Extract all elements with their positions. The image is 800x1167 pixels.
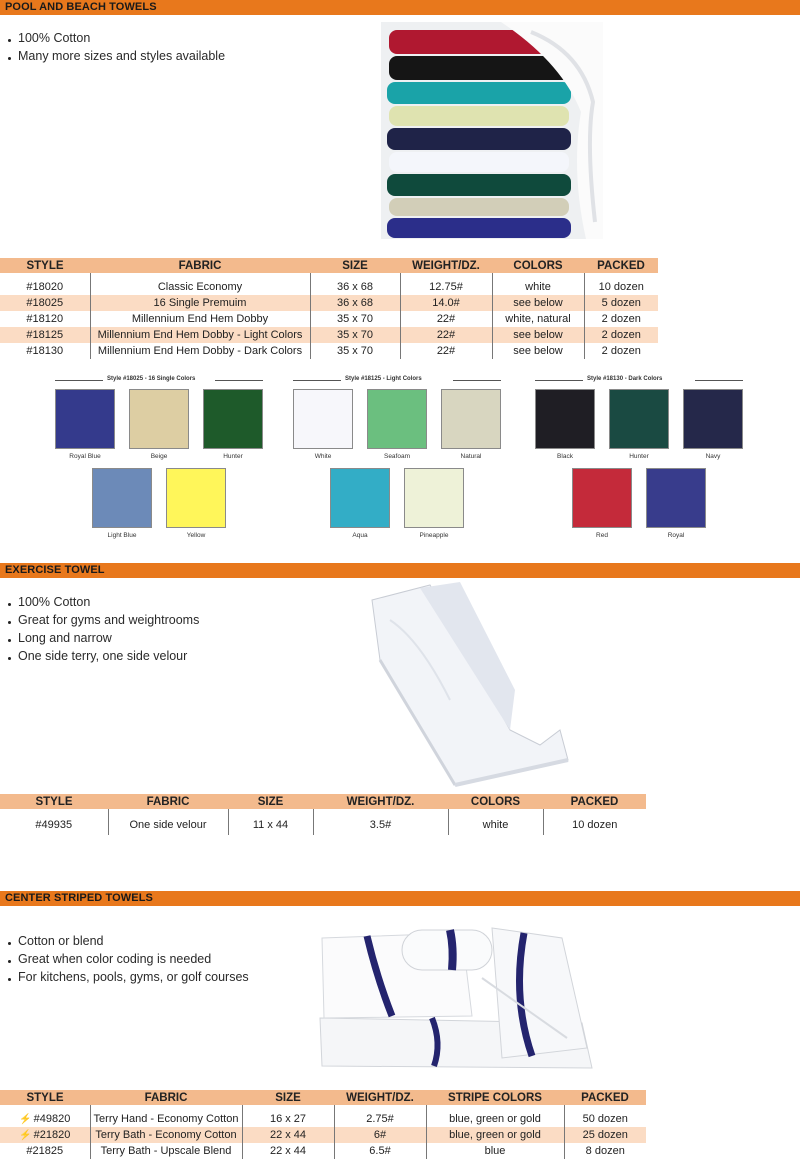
- swatch-label: Royal: [667, 532, 685, 539]
- color-swatch: [404, 468, 464, 528]
- style-number: #49820: [33, 1113, 71, 1125]
- table-cell: 2 dozen: [584, 311, 658, 327]
- color-swatch: [646, 468, 706, 528]
- swatch-label: Navy: [705, 453, 721, 460]
- style-number: #21820: [33, 1129, 71, 1141]
- table-cell: Millennium End Hem Dobby - Dark Colors: [90, 343, 310, 359]
- feature-item: For kitchens, pools, gyms, or golf courses: [8, 968, 249, 986]
- swatch-label: Black: [557, 453, 573, 460]
- column-header: STRIPE COLORS: [426, 1090, 564, 1105]
- feature-item: Great when color coding is needed: [8, 950, 249, 968]
- lightning-bolt-icon: ⚡: [19, 1114, 32, 1125]
- table-cell: 16 x 27: [242, 1111, 334, 1127]
- divider-line: [55, 380, 103, 381]
- divider-line: [535, 380, 583, 381]
- color-swatch: [293, 389, 353, 449]
- table-cell: 16 Single Premuim: [90, 295, 310, 311]
- feature-item: 100% Cotton: [8, 29, 225, 47]
- feature-item: One side terry, one side velour: [8, 647, 199, 665]
- table-row: [0, 295, 658, 311]
- column-header: FABRIC: [90, 1090, 242, 1105]
- table-cell: 50 dozen: [564, 1111, 646, 1127]
- divider-line: [453, 380, 501, 381]
- table-cell: 3.5#: [313, 815, 448, 835]
- feature-list-striped: [8, 932, 249, 986]
- divider-line: [695, 380, 743, 381]
- exercise-spec-table: [0, 794, 646, 835]
- table-cell: Terry Bath - Economy Cotton: [90, 1127, 242, 1143]
- table-cell: see below: [492, 343, 584, 359]
- swatch-group-title: Style #18125 - Light Colors: [345, 376, 422, 382]
- swatch-label: White: [314, 453, 332, 460]
- table-row: [0, 327, 658, 343]
- column-header: PACKED: [543, 794, 646, 809]
- swatch-label: Light Blue: [107, 532, 137, 539]
- swatch-label: Hunter: [223, 453, 243, 460]
- table-cell: Terry Hand - Economy Cotton: [90, 1111, 242, 1127]
- feature-item: Cotton or blend: [8, 932, 249, 950]
- table-row: [0, 343, 658, 359]
- swatch-label: Aqua: [352, 532, 368, 539]
- table-cell: 10 dozen: [584, 279, 658, 295]
- color-swatch: [572, 468, 632, 528]
- swatch-label: Natural: [460, 453, 482, 460]
- table-cell: 22#: [400, 343, 492, 359]
- lightning-bolt-icon: ⚡: [19, 1130, 32, 1141]
- swatch-label: Yellow: [186, 532, 206, 539]
- table-cell: 2 dozen: [584, 327, 658, 343]
- feature-item: Great for gyms and weightrooms: [8, 611, 199, 629]
- color-swatch: [441, 389, 501, 449]
- color-swatch: [203, 389, 263, 449]
- divider-line: [293, 380, 341, 381]
- table-cell: white, natural: [492, 311, 584, 327]
- table-header-row: [0, 258, 658, 273]
- exercise-towel-photo: [360, 580, 575, 788]
- table-cell: Millennium End Hem Dobby: [90, 311, 310, 327]
- column-header: STYLE: [0, 258, 90, 273]
- column-header: PACKED: [584, 258, 658, 273]
- table-header-row: [0, 794, 646, 809]
- table-row: [0, 1127, 646, 1143]
- table-cell: Classic Economy: [90, 279, 310, 295]
- table-cell: 11 x 44: [228, 815, 313, 835]
- table-cell: 35 x 70: [310, 327, 400, 343]
- table-cell: 2.75#: [334, 1111, 426, 1127]
- color-swatch: [330, 468, 390, 528]
- column-header: STYLE: [0, 1090, 90, 1105]
- color-swatch: [535, 389, 595, 449]
- table-cell: 14.0#: [400, 295, 492, 311]
- table-cell: #18125: [0, 327, 90, 343]
- swatch-label: Seafoam: [383, 453, 411, 460]
- color-swatch: [166, 468, 226, 528]
- feature-list-pool: [8, 29, 225, 65]
- pool-spec-table: [0, 258, 658, 359]
- striped-towels-photo: [312, 918, 602, 1078]
- table-cell: #49935: [35, 819, 73, 831]
- column-header: PACKED: [564, 1090, 646, 1105]
- table-cell: white: [448, 815, 543, 835]
- section-header-pool: [0, 0, 800, 15]
- section-title: CENTER STRIPED TOWELS: [5, 892, 153, 904]
- feature-item: Long and narrow: [8, 629, 199, 647]
- swatch-group-title: Style #18025 - 16 Single Colors: [107, 376, 196, 382]
- table-cell: #21825: [26, 1145, 64, 1157]
- table-cell: 8 dozen: [564, 1143, 646, 1159]
- table-cell: #18025: [0, 295, 90, 311]
- swatch-label: Beige: [150, 453, 168, 460]
- table-cell: #18020: [26, 281, 64, 293]
- table-cell: 5 dozen: [584, 295, 658, 311]
- feature-item: 100% Cotton: [8, 593, 199, 611]
- table-cell: 12.75#: [400, 279, 492, 295]
- table-cell: see below: [492, 327, 584, 343]
- column-header: FABRIC: [108, 794, 228, 809]
- table-cell: 35 x 70: [310, 311, 400, 327]
- table-row: [0, 279, 658, 295]
- color-swatch: [367, 389, 427, 449]
- column-header: COLORS: [492, 258, 584, 273]
- color-swatch: [92, 468, 152, 528]
- table-cell: 22#: [400, 311, 492, 327]
- column-header: SIZE: [242, 1090, 334, 1105]
- column-header: WEIGHT/DZ.: [313, 794, 448, 809]
- swatch-label: Red: [596, 532, 608, 539]
- table-cell: [0, 1111, 90, 1127]
- column-header: SIZE: [310, 258, 400, 273]
- column-header: WEIGHT/DZ.: [334, 1090, 426, 1105]
- section-header-exercise: [0, 563, 800, 578]
- table-cell: #18130: [26, 345, 64, 357]
- column-header: FABRIC: [90, 258, 310, 273]
- table-cell: see below: [492, 295, 584, 311]
- feature-list-exercise: [8, 593, 199, 665]
- table-row: [0, 1143, 646, 1159]
- table-cell: [0, 1127, 90, 1143]
- column-header: SIZE: [228, 794, 313, 809]
- table-header-row: [0, 1090, 646, 1105]
- section-title: POOL AND BEACH TOWELS: [5, 1, 157, 13]
- table-cell: 10 dozen: [543, 815, 646, 835]
- table-cell: blue, green or gold: [426, 1127, 564, 1143]
- striped-spec-table: [0, 1090, 646, 1159]
- table-cell: 6.5#: [334, 1143, 426, 1159]
- table-cell: blue, green or gold: [426, 1111, 564, 1127]
- feature-item: Many more sizes and styles available: [8, 47, 225, 65]
- table-cell: Millennium End Hem Dobby - Light Colors: [90, 327, 310, 343]
- table-row: [0, 311, 658, 327]
- table-cell: 2 dozen: [584, 343, 658, 359]
- column-header: STYLE: [0, 794, 108, 809]
- table-cell: 35 x 70: [310, 343, 400, 359]
- section-title: EXERCISE TOWEL: [5, 564, 105, 576]
- section-header-striped: [0, 891, 800, 906]
- table-cell: white: [492, 279, 584, 295]
- table-row: [0, 1111, 646, 1127]
- divider-line: [215, 380, 263, 381]
- table-cell: One side velour: [108, 815, 228, 835]
- table-cell: #18120: [26, 313, 64, 325]
- table-cell: 36 x 68: [310, 295, 400, 311]
- column-header: WEIGHT/DZ.: [400, 258, 492, 273]
- table-cell: 22 x 44: [242, 1143, 334, 1159]
- table-row: [0, 815, 646, 835]
- color-swatch: [55, 389, 115, 449]
- swatch-label: Pineapple: [419, 532, 449, 539]
- table-cell: blue: [426, 1143, 564, 1159]
- table-cell: 22#: [400, 327, 492, 343]
- color-swatch: [683, 389, 743, 449]
- column-header: COLORS: [448, 794, 543, 809]
- table-cell: 36 x 68: [310, 279, 400, 295]
- color-swatch: [129, 389, 189, 449]
- stacked-towels-photo: [381, 22, 603, 239]
- swatch-group-title: Style #18130 - Dark Colors: [587, 376, 663, 382]
- swatch-label: Royal Blue: [69, 453, 101, 460]
- table-cell: Terry Bath - Upscale Blend: [90, 1143, 242, 1159]
- color-swatch: [609, 389, 669, 449]
- table-cell: 6#: [334, 1127, 426, 1143]
- table-cell: 22 x 44: [242, 1127, 334, 1143]
- swatch-label: Hunter: [629, 453, 649, 460]
- table-cell: 25 dozen: [564, 1127, 646, 1143]
